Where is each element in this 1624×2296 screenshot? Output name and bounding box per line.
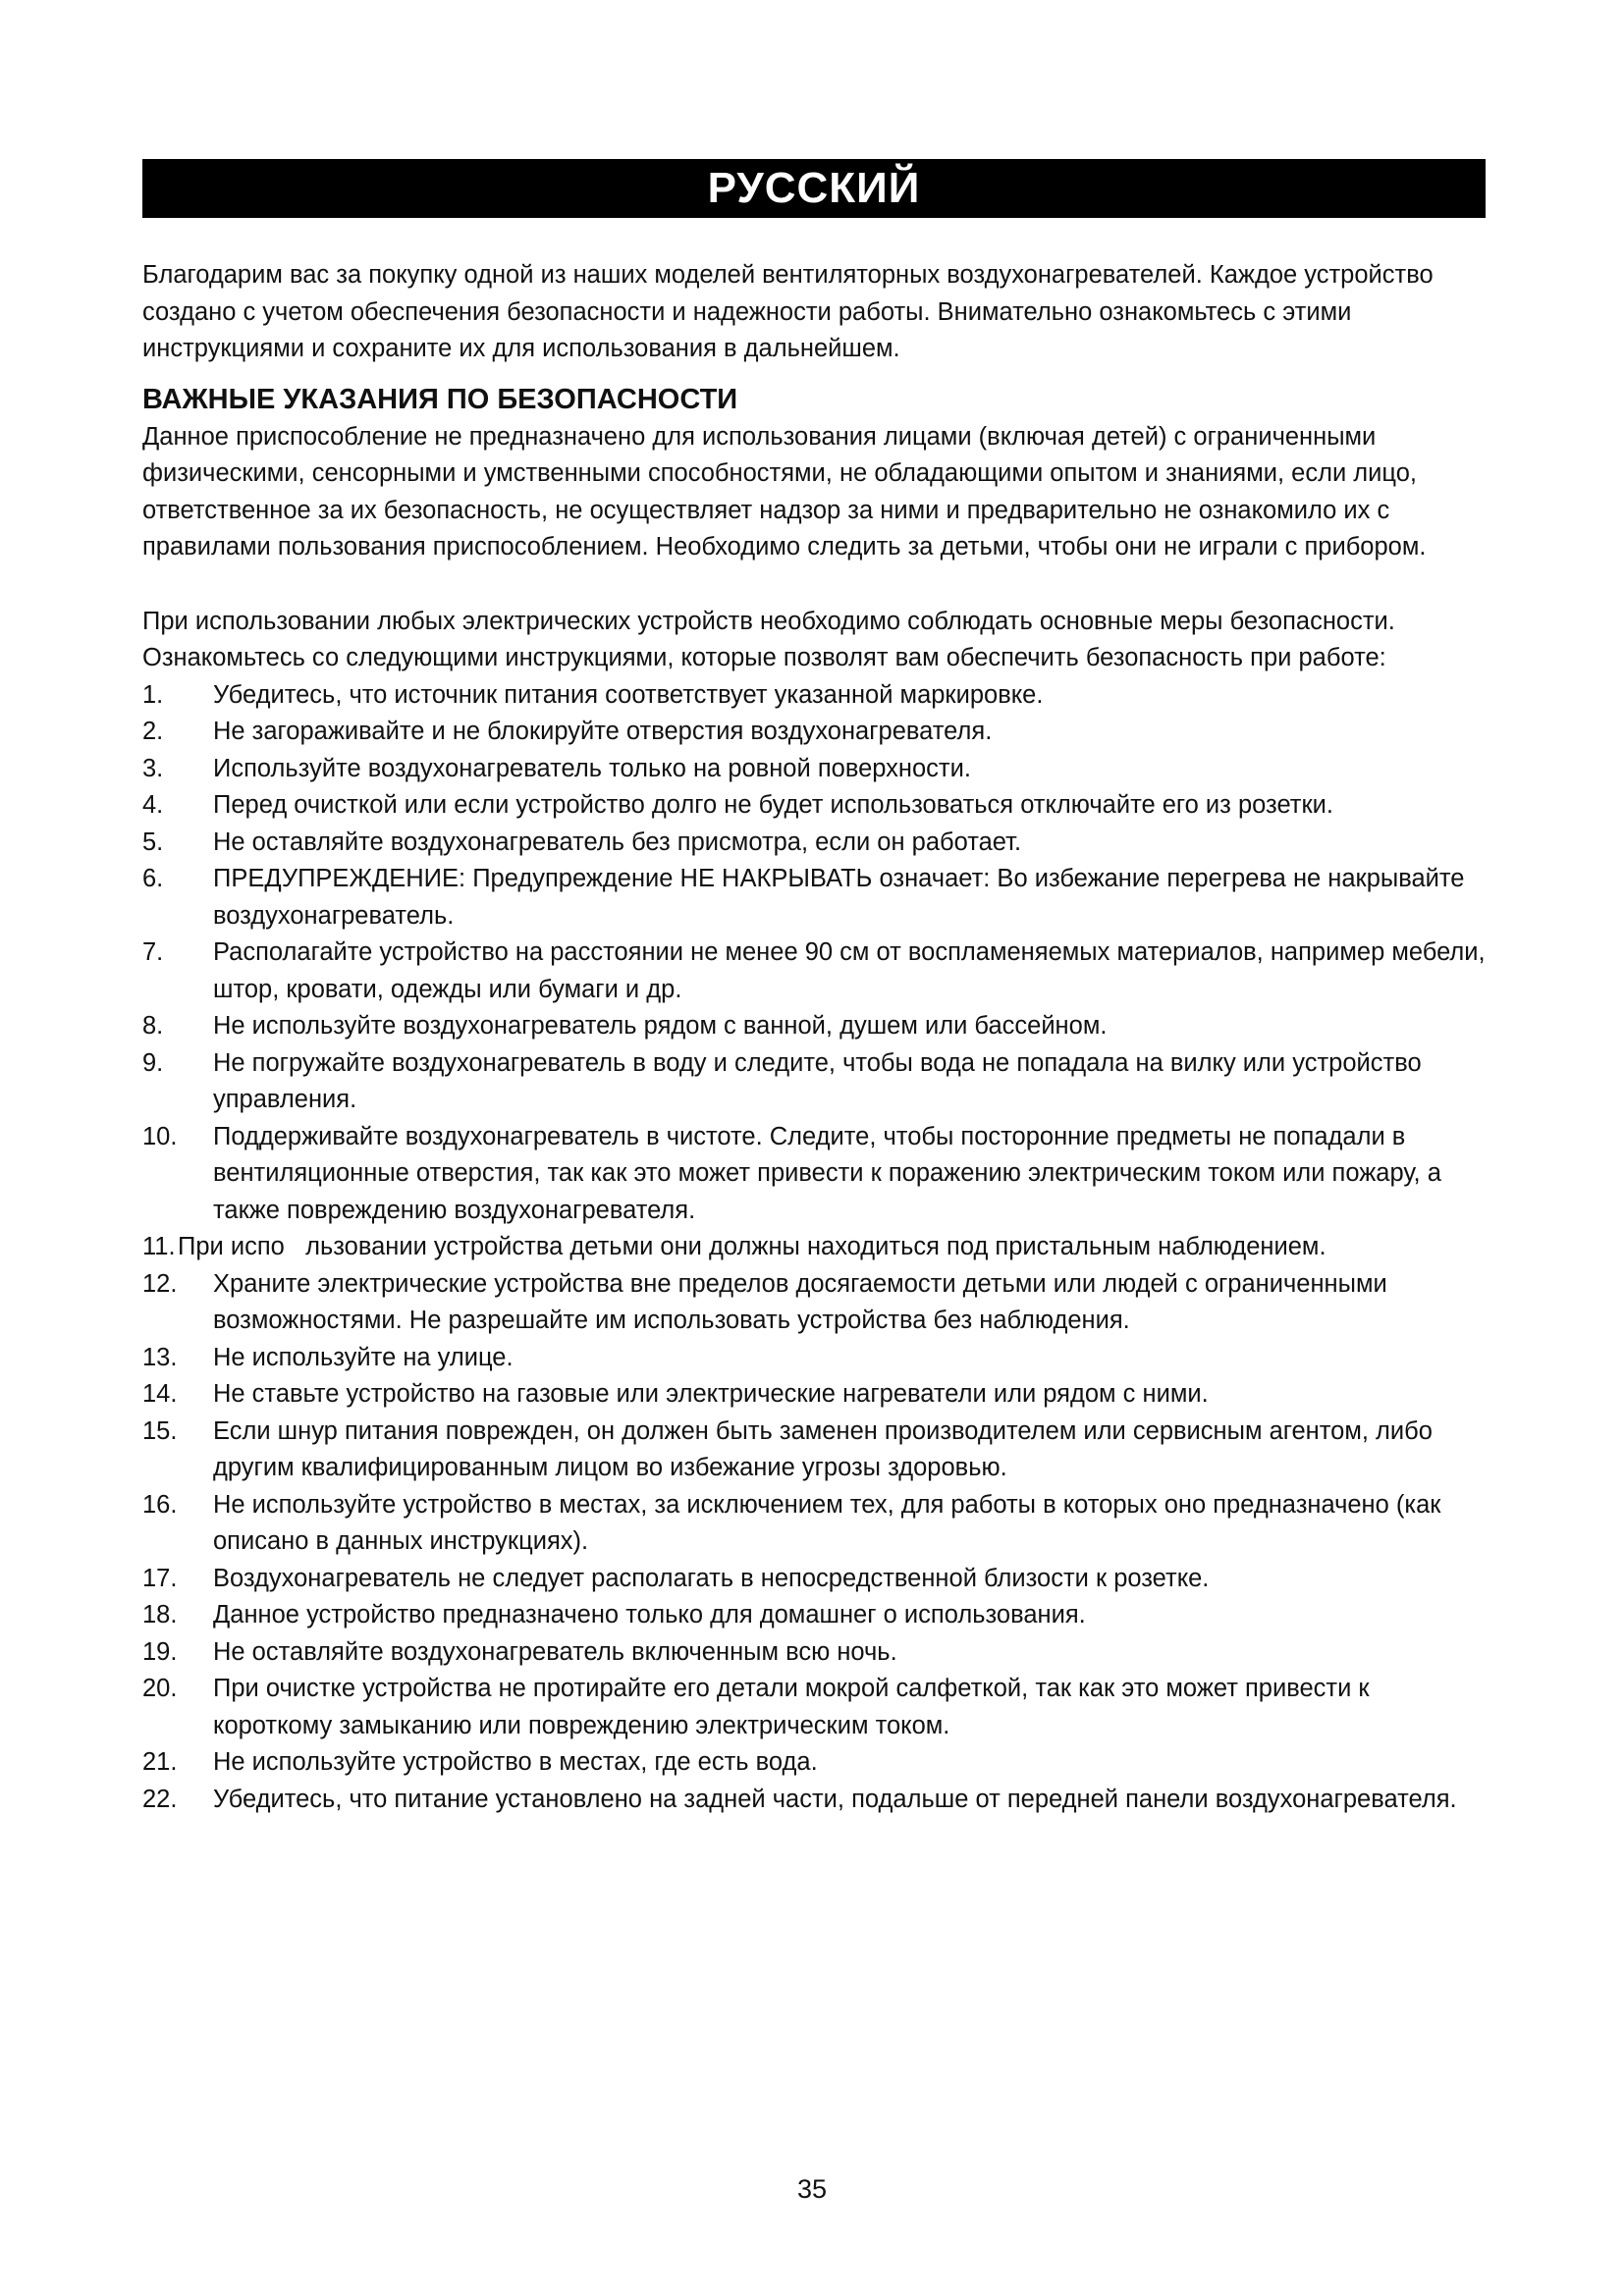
page-number: 35 <box>796 2174 828 2204</box>
item-text: Храните электрические устройства вне пределов досягаемости детьми или людей с ограниченными возможностями. Не разрешайте им использовать устройства без наблюдения. <box>213 1269 1387 1334</box>
list-item <box>142 1744 1492 1782</box>
item-number: 3. <box>142 754 164 782</box>
item-number: 11. <box>142 1233 176 1260</box>
safety-heading: ВАЖНЫЕ УКАЗАНИЯ ПО БЕЗОПАСНОСТИ <box>142 383 738 415</box>
item-text <box>178 1229 1492 1266</box>
list-item <box>142 1414 1492 1487</box>
item-number: 18. <box>142 1601 178 1629</box>
item-number: 7. <box>142 938 164 966</box>
item-text: При очистке устройства не протирайте его детали мокрой салфеткой, так как это может привести к короткому замыканию или повреждению электрическим током. <box>213 1675 1370 1739</box>
list-item <box>142 1340 1492 1377</box>
list-item <box>142 1597 1492 1634</box>
safety-paragraph-2: При использовании любых электрических устройств необходимо соблюдать основные меры безопасности. Ознакомьтесь со следующими инструкциями, которые позволят вам обеспечить безопасность при работе: <box>142 607 1395 671</box>
item-text: Данное устройство предназначено только для домашнег о использования. <box>213 1601 1086 1629</box>
item-number: 8. <box>142 1012 164 1040</box>
item-text-body: При испо льзовании устройства детьми они должны находиться под пристальным наблюдением. <box>178 1233 1326 1260</box>
page-content <box>142 257 1492 1818</box>
list-item <box>142 1671 1492 1744</box>
item-number: 20. <box>142 1675 178 1702</box>
list-item <box>142 1634 1492 1672</box>
safety-instructions-list <box>142 677 1492 1819</box>
item-text: Не используйте на улице. <box>213 1343 514 1371</box>
list-item <box>142 825 1492 862</box>
list-item <box>142 714 1492 751</box>
item-text: Не оставляйте воздухонагреватель включенным всю ночь. <box>213 1637 897 1666</box>
list-item <box>142 1487 1492 1561</box>
list-item <box>142 1266 1492 1340</box>
item-number: 21. <box>142 1748 178 1776</box>
list-item <box>142 677 1492 715</box>
item-number: 10. <box>142 1122 178 1150</box>
item-text: ПРЕДУПРЕЖДЕНИЕ: Предупреждение НЕ НАКРЫВАТЬ означает: Во избежание перегрева не накрывайте воздухонагреватель. <box>213 865 1465 930</box>
item-text: Перед очисткой или если устройство долго не будет использоваться отключайте его из розетки. <box>213 791 1333 819</box>
item-text: Не используйте устройство в местах, за исключением тех, для работы в которых оно предназначено (как описано в данных инструкциях). <box>213 1490 1441 1555</box>
list-item <box>142 1119 1492 1230</box>
item-number: 2. <box>142 718 164 745</box>
safety-paragraph-1: Данное приспособление не предназначено для использования лицами (включая детей) с ограниченными физическими, сенсорными и умственными способностями, не обладающими опытом и знаниями, если лицо, ответственное за их безопасность, не осуществляет надзор за ними и предварительно не ознакомило их с правилами пользования приспособлением. Необходимо следить за детьми, чтобы они не играли с прибором. <box>142 422 1427 561</box>
item-text: Если шнур питания поврежден, он должен быть заменен производителем или сервисным агентом, либо другим квалифицированным лицом во избежание угрозы здоровью. <box>213 1416 1433 1481</box>
list-item <box>142 751 1492 788</box>
item-number: 5. <box>142 828 164 856</box>
item-number: 15. <box>142 1416 178 1445</box>
list-item <box>142 861 1492 934</box>
item-text: Не ставьте устройство на газовые или электрические нагреватели или рядом с ними. <box>213 1380 1209 1408</box>
item-text: Воздухонагреватель не следует располагать в непосредственной близости к розетке. <box>213 1564 1210 1592</box>
item-text: Убедитесь, что источник питания соответствует указанной маркировке. <box>213 680 1044 709</box>
list-item <box>142 1561 1492 1598</box>
language-banner: РУССКИЙ <box>142 159 1486 218</box>
item-text: Используйте воздухонагреватель только на ровной поверхности. <box>213 754 971 782</box>
item-number: 14. <box>142 1380 178 1408</box>
list-item <box>142 1782 1492 1819</box>
item-text: Не оставляйте воздухонагреватель без присмотра, если он работает. <box>213 828 1022 856</box>
list-item <box>142 1008 1492 1045</box>
list-item <box>142 787 1492 825</box>
item-text: Не погружайте воздухонагреватель в воду и следите, чтобы вода не попадала на вилку или устройство управления. <box>213 1048 1422 1113</box>
item-text: Убедитесь, что питание установлено на задней части, подальше от передней панели воздухонагревателя. <box>213 1785 1457 1813</box>
item-text: Поддерживайте воздухонагреватель в чистоте. Следите, чтобы посторонние предметы не попадали в вентиляционные отверстия, так как это может привести к поражению электрическим током или пожару, а также повреждению воздухонагревателя. <box>213 1122 1441 1224</box>
item-number: 12. <box>142 1269 178 1298</box>
item-text: Располагайте устройство на расстоянии не менее 90 см от воспламеняемых материалов, например мебели, штор, кровати, одежды или бумаги и др. <box>213 938 1486 1003</box>
item-text: Не используйте устройство в местах, где есть вода. <box>213 1748 818 1776</box>
item-number: 16. <box>142 1490 178 1519</box>
item-number: 13. <box>142 1343 178 1371</box>
item-text: Не загораживайте и не блокируйте отверстия воздухонагревателя. <box>213 718 993 745</box>
item-number: 4. <box>142 791 164 819</box>
item-number: 9. <box>142 1048 164 1077</box>
item-number: 1. <box>142 680 164 709</box>
item-number: 22. <box>142 1785 178 1813</box>
intro-paragraph: Благодарим вас за покупку одной из наших моделей вентиляторных воздухонагревателей. Каждое устройство создано с учетом обеспечения безопасности и надежности работы. Внимательно ознакомьтесь с этими инструкциями и сохраните их для использования в дальнейшем. <box>142 261 1434 362</box>
item-text: Не используйте воздухонагреватель рядом с ванной, душем или бассейном. <box>213 1012 1108 1040</box>
item-number: 17. <box>142 1564 178 1592</box>
item-number: 19. <box>142 1637 178 1666</box>
item-number: 6. <box>142 865 164 892</box>
list-item <box>142 1045 1492 1119</box>
list-item <box>142 934 1492 1008</box>
list-item <box>142 1229 1492 1266</box>
list-item <box>142 1376 1492 1414</box>
